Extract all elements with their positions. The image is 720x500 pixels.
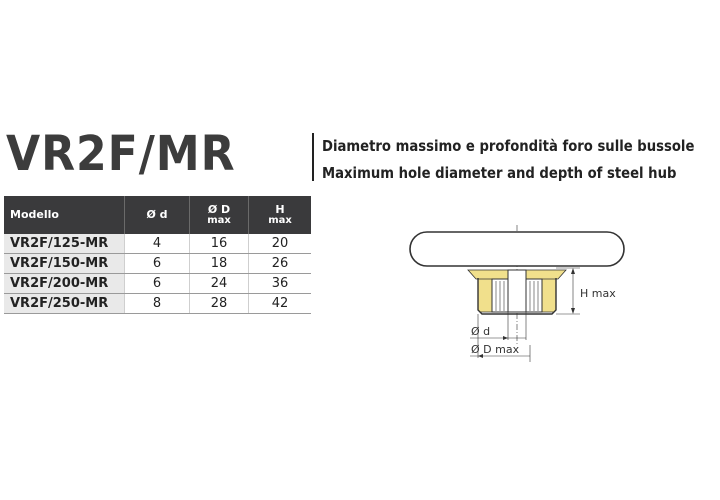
h-max-arrow-bottom xyxy=(571,308,575,314)
header-depth: H max xyxy=(249,196,312,234)
cell-depth: 36 xyxy=(249,274,312,294)
h-max-arrow-top xyxy=(571,268,575,274)
header-hub-diameter: Ø D max xyxy=(190,196,249,234)
cell-hole-diameter: 6 xyxy=(125,254,190,274)
d-label: Ø d xyxy=(471,325,491,338)
cell-model: VR2F/200-MR xyxy=(4,274,125,294)
cell-hole-diameter: 4 xyxy=(125,234,190,254)
cell-hub-diameter: 28 xyxy=(190,294,249,314)
description-italian: Diametro massimo e profondità foro sulle bussole xyxy=(322,137,695,155)
cell-depth: 26 xyxy=(249,254,312,274)
hole xyxy=(508,270,526,312)
d-arrow xyxy=(503,336,508,340)
cell-hub-diameter: 24 xyxy=(190,274,249,294)
cell-model: VR2F/150-MR xyxy=(4,254,125,274)
cell-hub-diameter: 16 xyxy=(190,234,249,254)
cell-hub-diameter: 18 xyxy=(190,254,249,274)
description-english: Maximum hole diameter and depth of steel hub xyxy=(322,164,677,182)
cell-hole-diameter: 8 xyxy=(125,294,190,314)
wheel-body xyxy=(410,232,624,266)
product-title: VR2F/MR xyxy=(6,126,236,182)
hub-left-side xyxy=(478,278,492,312)
h-max-label: H max xyxy=(580,287,616,300)
cell-model: VR2F/125-MR xyxy=(4,234,125,254)
cell-model: VR2F/250-MR xyxy=(4,294,125,314)
header-model: Modello xyxy=(4,196,125,234)
cell-depth: 20 xyxy=(249,234,312,254)
cell-hole-diameter: 6 xyxy=(125,274,190,294)
cell-depth: 42 xyxy=(249,294,312,314)
D-label: Ø D max xyxy=(471,343,520,356)
hub-right-side xyxy=(542,278,556,312)
header-hole-diameter: Ø d xyxy=(125,196,190,234)
